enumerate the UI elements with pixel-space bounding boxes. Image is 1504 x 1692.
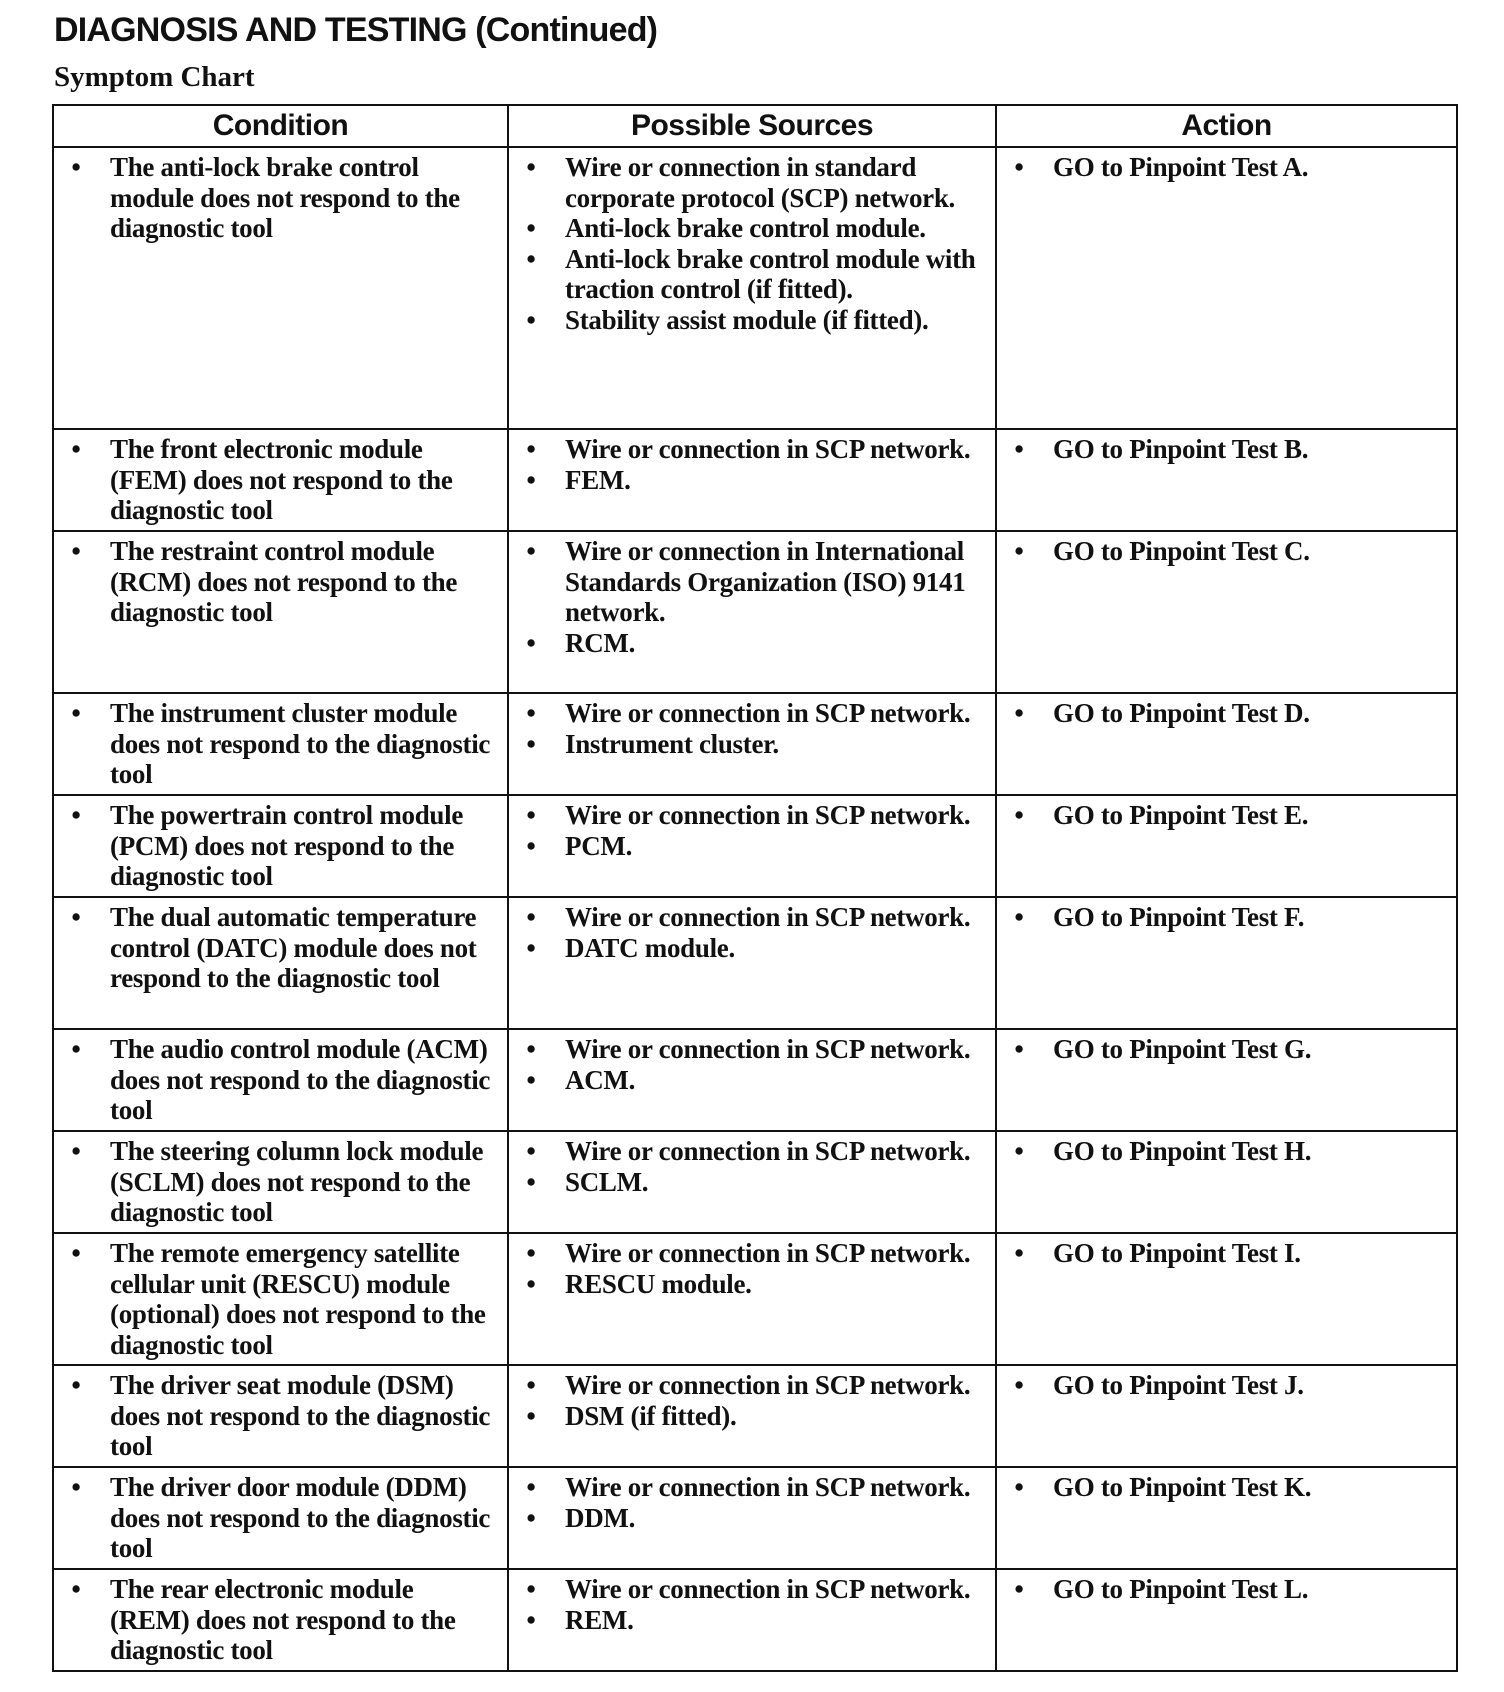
bullet: • [526, 1604, 536, 1635]
condition-text: The rear electronic module (REM) does not respond to the diagnostic tool [110, 1574, 456, 1665]
list-item [1005, 152, 1448, 183]
action-cell [996, 1233, 1457, 1365]
action-cell [996, 1569, 1457, 1671]
source-text: Instrument cluster. [565, 728, 779, 759]
action-text: GO to Pinpoint Test L. [1053, 1574, 1309, 1604]
table-row [53, 147, 1457, 429]
condition-text: The instrument cluster module does not respond to the diagnostic tool [110, 698, 491, 789]
source-text: DATC module. [565, 932, 735, 963]
list-item [62, 800, 499, 892]
list-item [517, 1238, 987, 1269]
column-header-action: Action [996, 105, 1457, 147]
source-text: Wire or connection in SCP network. [565, 902, 971, 932]
bullet: • [1014, 1574, 1024, 1604]
action-text: GO to Pinpoint Test K. [1053, 1472, 1312, 1502]
bullet: • [526, 1238, 536, 1268]
bullet: • [1014, 536, 1024, 566]
table-row [53, 531, 1457, 693]
action-text: GO to Pinpoint Test F. [1053, 902, 1305, 932]
condition-cell [53, 1029, 508, 1131]
source-text: Wire or connection in SCP network. [565, 800, 971, 830]
source-text: Wire or connection in SCP network. [565, 1238, 971, 1268]
bullet: • [71, 434, 81, 464]
list-item [517, 902, 987, 933]
condition-cell [53, 1569, 508, 1671]
bullet: • [526, 1502, 536, 1533]
list-item [1005, 902, 1448, 933]
condition-cell [53, 531, 508, 693]
list-item [517, 465, 987, 496]
condition-cell [53, 897, 508, 1029]
condition-text: The restraint control module (RCM) does not respond to the diagnostic tool [110, 536, 458, 627]
bullet: • [71, 1574, 81, 1604]
possible-sources-cell [508, 1029, 996, 1131]
bullet: • [1014, 152, 1024, 182]
list-item [62, 152, 499, 244]
list-item [1005, 536, 1448, 567]
bullet: • [526, 536, 536, 566]
source-text: DSM (if fitted). [565, 1400, 737, 1431]
bullet: • [71, 1034, 81, 1064]
list-item [517, 152, 987, 213]
action-cell [996, 1467, 1457, 1569]
condition-text: The anti-lock brake control module does not respond to the diagnostic tool [110, 152, 460, 243]
source-text: RCM. [565, 627, 636, 658]
condition-text: The steering column lock module (SCLM) does not respond to the diagnostic tool [110, 1136, 484, 1227]
bullet: • [526, 932, 536, 963]
bullet: • [526, 1268, 536, 1299]
possible-sources-cell [508, 693, 996, 795]
source-text: ACM. [565, 1064, 636, 1095]
list-item [62, 1238, 499, 1360]
bullet: • [526, 304, 536, 335]
list-item [517, 213, 987, 244]
possible-sources-cell [508, 795, 996, 897]
condition-cell [53, 1233, 508, 1365]
bullet: • [526, 1370, 536, 1400]
list-item [1005, 1238, 1448, 1269]
table-row [53, 429, 1457, 531]
action-cell [996, 795, 1457, 897]
bullet: • [526, 213, 536, 243]
action-cell [996, 693, 1457, 795]
bullet: • [71, 698, 81, 728]
list-item [517, 1167, 987, 1198]
source-text: Anti-lock brake control module. [565, 213, 926, 243]
list-item [517, 729, 987, 760]
condition-text: The front electronic module (FEM) does not respond to the diagnostic tool [110, 434, 453, 525]
list-item [517, 698, 987, 729]
source-text: PCM. [565, 830, 633, 861]
source-text: Wire or connection in SCP network. [565, 1574, 971, 1604]
condition-cell [53, 147, 508, 429]
list-item [62, 902, 499, 994]
possible-sources-cell [508, 429, 996, 531]
condition-cell [53, 1365, 508, 1467]
action-cell [996, 897, 1457, 1029]
list-item [62, 1136, 499, 1228]
list-item [1005, 1472, 1448, 1503]
condition-cell [53, 1467, 508, 1569]
bullet: • [1014, 1472, 1024, 1502]
source-text: Wire or connection in SCP network. [565, 1034, 971, 1064]
list-item [62, 1370, 499, 1462]
bullet: • [526, 800, 536, 830]
bullet: • [526, 152, 536, 182]
table-row [53, 1467, 1457, 1569]
condition-text: The audio control module (ACM) does not respond to the diagnostic tool [110, 1034, 491, 1125]
bullet: • [1014, 434, 1024, 464]
source-text: SCLM. [565, 1166, 649, 1197]
list-item [517, 434, 987, 465]
bullet: • [71, 1370, 81, 1400]
source-text: Stability assist module (if fitted). [565, 304, 929, 335]
condition-text: The driver seat module (DSM) does not respond to the diagnostic tool [110, 1370, 491, 1461]
possible-sources-cell [508, 1569, 996, 1671]
bullet: • [71, 902, 81, 932]
list-item [517, 1034, 987, 1065]
action-text: GO to Pinpoint Test I. [1053, 1238, 1301, 1268]
list-item [1005, 698, 1448, 729]
column-header-condition: Condition [53, 105, 508, 147]
source-text: Anti-lock brake control module with traction control (if fitted). [565, 243, 976, 304]
list-item [517, 628, 987, 659]
list-item [517, 800, 987, 831]
list-item [517, 831, 987, 862]
bullet: • [526, 1034, 536, 1064]
bullet: • [1014, 902, 1024, 932]
bullet: • [526, 243, 536, 274]
action-text: GO to Pinpoint Test C. [1053, 536, 1310, 566]
possible-sources-cell [508, 531, 996, 693]
table-row [53, 1233, 1457, 1365]
condition-cell [53, 693, 508, 795]
action-cell [996, 1029, 1457, 1131]
table-row [53, 1569, 1457, 1671]
possible-sources-cell [508, 1467, 996, 1569]
source-text: RESCU module. [565, 1268, 752, 1299]
list-item [62, 1034, 499, 1126]
bullet: • [1014, 800, 1024, 830]
condition-cell [53, 1131, 508, 1233]
source-text: FEM. [565, 464, 631, 495]
bullet: • [1014, 1136, 1024, 1166]
action-cell [996, 1365, 1457, 1467]
list-item [1005, 1136, 1448, 1167]
action-cell [996, 147, 1457, 429]
table-row [53, 1029, 1457, 1131]
list-item [517, 1605, 987, 1636]
possible-sources-cell [508, 897, 996, 1029]
source-text: Wire or connection in standard corporate protocol (SCP) network. [565, 152, 956, 213]
bullet: • [526, 1064, 536, 1095]
possible-sources-cell [508, 1365, 996, 1467]
action-text: GO to Pinpoint Test E. [1053, 800, 1309, 830]
action-text: GO to Pinpoint Test D. [1053, 698, 1310, 728]
list-item [517, 305, 987, 336]
list-item [62, 434, 499, 526]
list-item [1005, 1574, 1448, 1605]
symptom-chart-title: Symptom Chart [54, 61, 255, 93]
table-header-row [53, 105, 1457, 147]
bullet: • [526, 698, 536, 728]
table-row [53, 897, 1457, 1029]
condition-text: The dual automatic temperature control (DATC) module does not respond to the diagnostic tool [110, 902, 477, 993]
list-item [517, 536, 987, 628]
list-item [62, 536, 499, 628]
possible-sources-cell [508, 1233, 996, 1365]
list-item [517, 1065, 987, 1096]
bullet: • [71, 1238, 81, 1268]
bullet: • [71, 152, 81, 182]
condition-cell [53, 429, 508, 531]
list-item [517, 1136, 987, 1167]
action-cell [996, 1131, 1457, 1233]
source-text: Wire or connection in SCP network. [565, 1136, 971, 1166]
symptom-chart-table [52, 104, 1458, 1672]
condition-text: The remote emergency satellite cellular unit (RESCU) module (optional) does not respond to the diagnostic tool [110, 1238, 486, 1360]
bullet: • [526, 728, 536, 759]
source-text: REM. [565, 1604, 634, 1635]
source-text: Wire or connection in SCP network. [565, 1472, 971, 1502]
list-item [1005, 800, 1448, 831]
list-item [62, 1574, 499, 1666]
bullet: • [71, 536, 81, 566]
list-item [517, 1269, 987, 1300]
possible-sources-cell [508, 147, 996, 429]
list-item [1005, 1370, 1448, 1401]
action-text: GO to Pinpoint Test G. [1053, 1034, 1312, 1064]
condition-cell [53, 795, 508, 897]
source-text: Wire or connection in SCP network. [565, 698, 971, 728]
bullet: • [526, 902, 536, 932]
condition-text: The powertrain control module (PCM) does not respond to the diagnostic tool [110, 800, 464, 891]
action-text: GO to Pinpoint Test A. [1053, 152, 1309, 182]
list-item [517, 1503, 987, 1534]
bullet: • [71, 1472, 81, 1502]
bullet: • [526, 434, 536, 464]
bullet: • [1014, 1238, 1024, 1268]
table-row [53, 795, 1457, 897]
bullet: • [526, 464, 536, 495]
table-row [53, 693, 1457, 795]
bullet: • [71, 800, 81, 830]
action-cell [996, 429, 1457, 531]
bullet: • [526, 1136, 536, 1166]
possible-sources-cell [508, 1131, 996, 1233]
table-row [53, 1365, 1457, 1467]
bullet: • [1014, 1370, 1024, 1400]
list-item [517, 1574, 987, 1605]
bullet: • [526, 627, 536, 658]
list-item [517, 1401, 987, 1432]
column-header-possible-sources: Possible Sources [508, 105, 996, 147]
bullet: • [526, 1400, 536, 1431]
list-item [1005, 1034, 1448, 1065]
list-item [517, 244, 987, 305]
list-item [62, 1472, 499, 1564]
list-item [517, 933, 987, 964]
bullet: • [526, 1472, 536, 1502]
source-text: Wire or connection in SCP network. [565, 1370, 971, 1400]
bullet: • [1014, 698, 1024, 728]
list-item [517, 1370, 987, 1401]
action-text: GO to Pinpoint Test H. [1053, 1136, 1312, 1166]
source-text: Wire or connection in International Standards Organization (ISO) 9141 network. [565, 536, 966, 627]
bullet: • [71, 1136, 81, 1166]
page-title: DIAGNOSIS AND TESTING (Continued) [54, 11, 658, 49]
list-item [517, 1472, 987, 1503]
action-cell [996, 531, 1457, 693]
source-text: DDM. [565, 1502, 636, 1533]
list-item [1005, 434, 1448, 465]
bullet: • [526, 1574, 536, 1604]
bullet: • [526, 830, 536, 861]
table-row [53, 1131, 1457, 1233]
action-text: GO to Pinpoint Test B. [1053, 434, 1309, 464]
list-item [62, 698, 499, 790]
bullet: • [526, 1166, 536, 1197]
source-text: Wire or connection in SCP network. [565, 434, 971, 464]
condition-text: The driver door module (DDM) does not respond to the diagnostic tool [110, 1472, 491, 1563]
action-text: GO to Pinpoint Test J. [1053, 1370, 1304, 1400]
bullet: • [1014, 1034, 1024, 1064]
